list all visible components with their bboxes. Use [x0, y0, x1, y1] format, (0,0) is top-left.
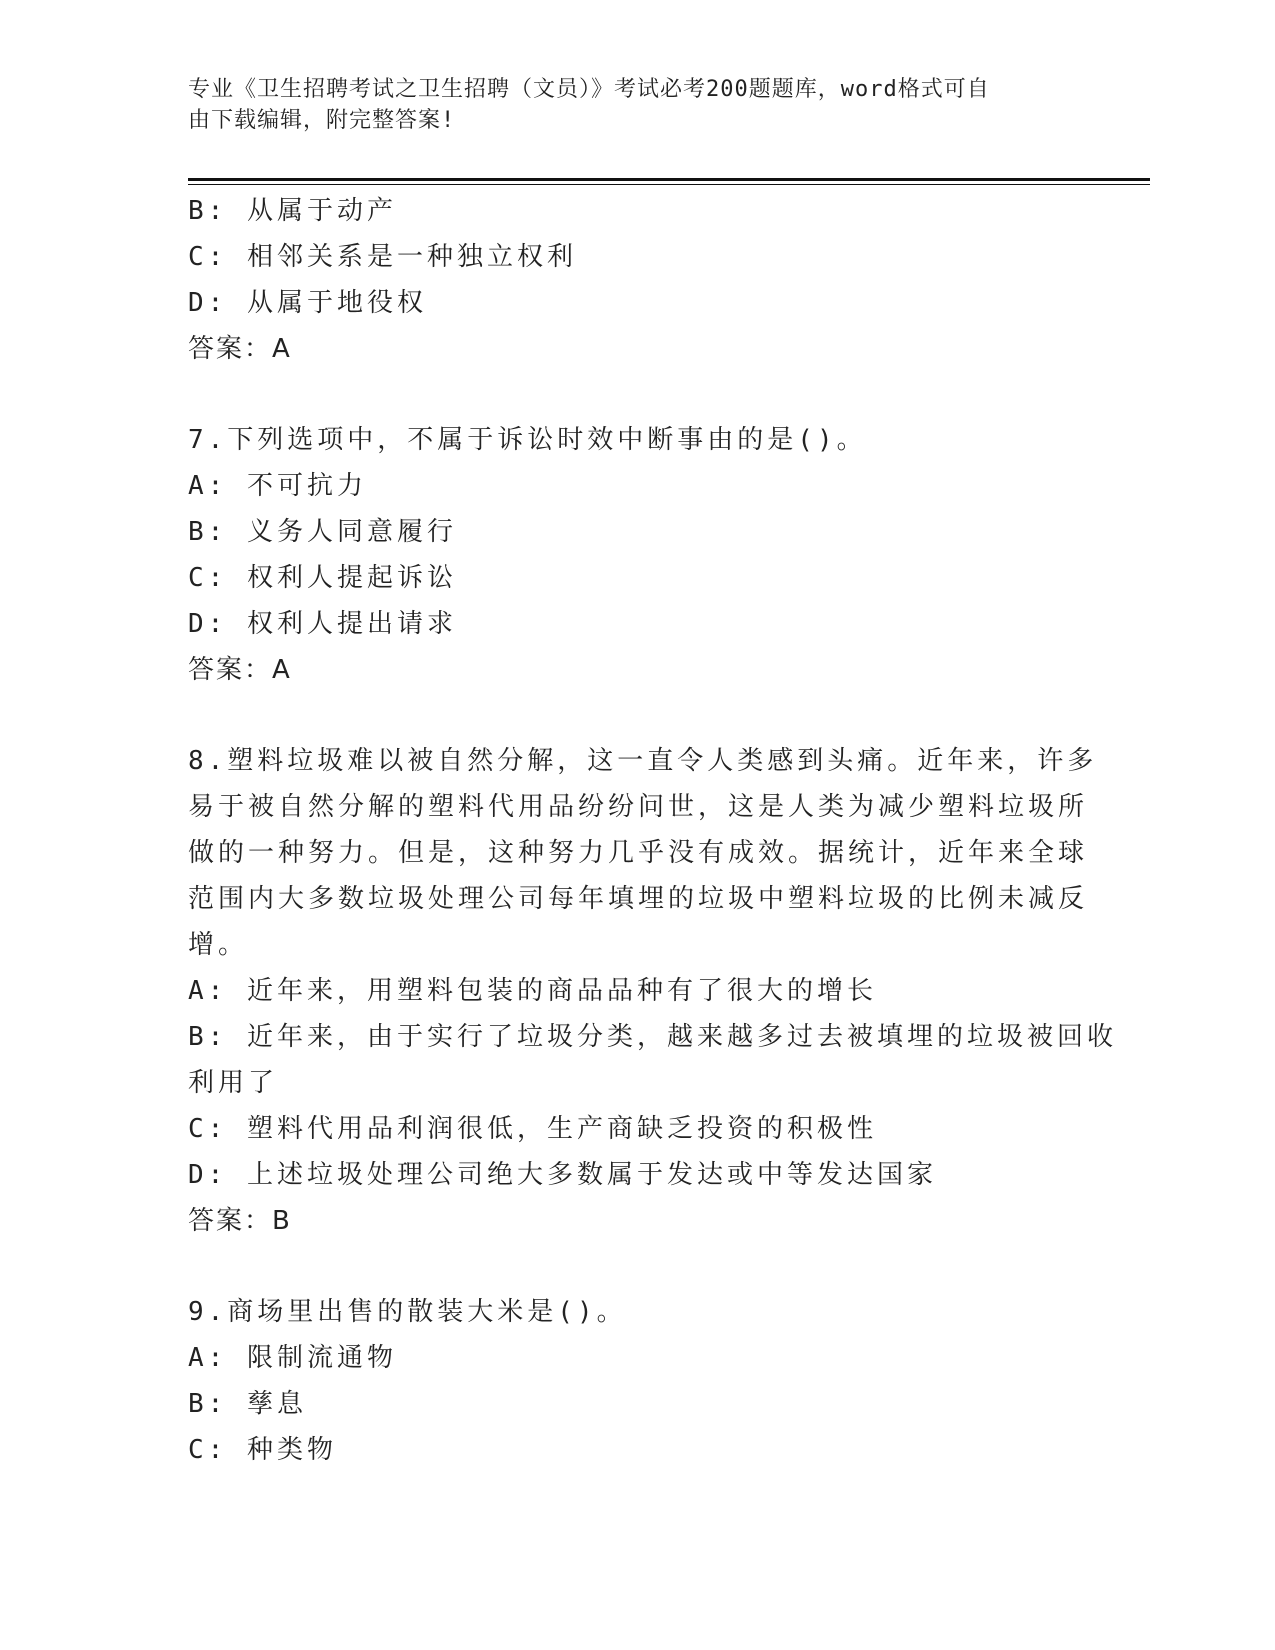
header-line-1: 专业《卫生招聘考试之卫生招聘（文员）》考试必考200题题库，word格式可自: [188, 77, 990, 102]
q6-answer: 答案：A: [188, 334, 292, 364]
q8-option-d: D: 上述垃圾处理公司绝大多数属于发达或中等发达国家: [188, 1160, 937, 1190]
q8-answer: 答案：B: [188, 1206, 292, 1236]
q8-option-b-line-1: B: 近年来，由于实行了垃圾分类，越来越多过去被填埋的垃圾被回收: [188, 1022, 1117, 1052]
q6-option-d: D: 从属于地役权: [188, 288, 427, 318]
question-list: [188, 188, 1117, 1473]
q8-stem-line: 易于被自然分解的塑料代用品纷纷问世，这是人类为减少塑料垃圾所: [188, 792, 1089, 822]
q8-stem-line: 8.塑料垃圾难以被自然分解，这一直令人类感到头痛。近年来，许多: [188, 746, 1098, 776]
q9-option-c: C: 种类物: [188, 1435, 337, 1465]
q7-option-d: D: 权利人提出请求: [188, 609, 457, 639]
q8-option-c: C: 塑料代用品利润很低，生产商缺乏投资的积极性: [188, 1114, 877, 1144]
q7-option-b: B: 义务人同意履行: [188, 517, 457, 547]
q9-option-b: B: 孳息: [188, 1389, 307, 1419]
q7-option-c: C: 权利人提起诉讼: [188, 563, 457, 593]
document-header: [188, 74, 1068, 136]
question-6-tail: [188, 188, 1088, 372]
q7-answer: 答案：A: [188, 655, 292, 685]
header-rule-thick: [188, 178, 1150, 181]
q8-option-a: A: 近年来，用塑料包装的商品品种有了很大的增长: [188, 976, 877, 1006]
question-9: [188, 1289, 1088, 1473]
q8-stem-line: 做的一种努力。但是，这种努力几乎没有成效。据统计，近年来全球: [188, 838, 1089, 868]
q9-stem: 9.商场里出售的散装大米是()。: [188, 1297, 627, 1327]
header-line-2: 由下载编辑，附完整答案!: [188, 108, 456, 133]
header-rule-thin: [188, 184, 1150, 185]
spacer: [188, 1244, 1088, 1289]
q8-stem-line: 范围内大多数垃圾处理公司每年填埋的垃圾中塑料垃圾的比例未减反: [188, 884, 1089, 914]
spacer: [188, 372, 1088, 417]
q8-option-b-line-2: 利用了: [188, 1068, 279, 1098]
q8-stem-line: 增。: [188, 930, 249, 960]
q7-option-a: A: 不可抗力: [188, 471, 367, 501]
q6-option-b: B: 从属于动产: [188, 196, 397, 226]
question-7: [188, 417, 1088, 693]
q6-option-c: C: 相邻关系是一种独立权利: [188, 242, 577, 272]
q9-option-a: A: 限制流通物: [188, 1343, 397, 1373]
question-8: [188, 738, 1117, 1244]
spacer: [188, 693, 1088, 738]
q8-stem: [188, 738, 1098, 968]
q7-stem: 7.下列选项中，不属于诉讼时效中断事由的是()。: [188, 425, 867, 455]
